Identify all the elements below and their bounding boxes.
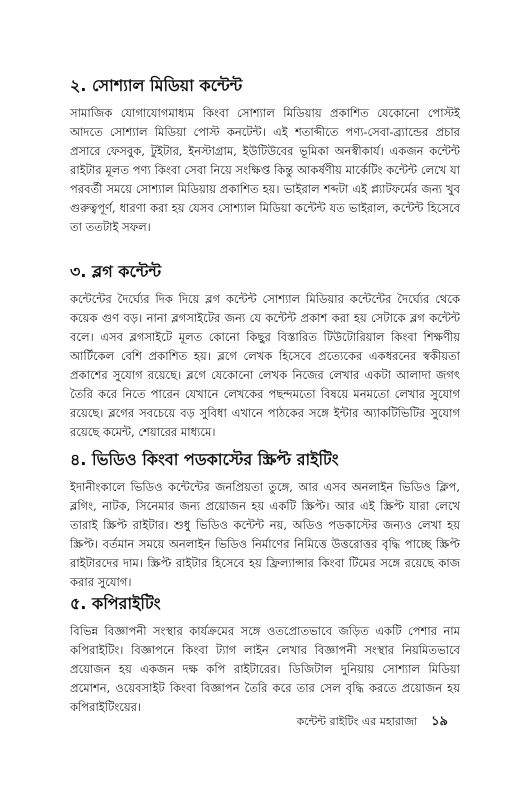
section-heading: ৫. কপিরাইটিং [70, 594, 161, 613]
page-number: ১৯ [431, 714, 448, 729]
section-script-writing [70, 450, 460, 592]
running-title: কন্টেন্ট রাইটিং এর মহারাজা [296, 715, 418, 728]
section-body: সামাজিক যোগাযোগমাধ্যম কিংবা সোশ্যাল মিডিয়ায় প্রকাশিত যেকোনো পোস্টই আদতে সোশ্যাল মিডিয়া পোস্ট কনটেন্ট। এই শতাব্দীতে পণ্য-সেবা-ব্র্যান্ডের প্রচার প্রসারে ফেসবুক, টুইটার, ইনস্টাগ্রাম, ইউটিউবের ভূমিকা অনস্বীকার্য। একজন কন্টেন্ট রাইটার মূলত পণ্য কিংবা সেবা নিয়ে সংক্ষিপ্ত কিন্তু আকর্ষণীয় মার্কেটিং কন্টেন্ট লেখে যা পরবর্তী সময়ে সোশ্যাল মিডিয়ায় প্রকাশিত হয়। ভাইরাল শব্দটা এই প্ল্যাটফর্মের জন্য খুব গুরুত্বপূর্ণ, ধারণা করা হয় যেসব সোশ্যাল মিডিয়া কন্টেন্ট যত ভাইরাল, কন্টেন্ট হিসেবে তা ততটাই সফল। [70, 106, 460, 234]
section-heading: ৪. ভিডিও কিংবা পডকাস্টের স্ক্রিপ্ট রাইটিং [70, 450, 339, 469]
section-heading: ৩. ব্লগ কন্টেন্ট [70, 262, 162, 281]
section-social-media-content [70, 76, 460, 237]
section-heading: ২. সোশ্যাল মিডিয়া কন্টেন্ট [70, 76, 243, 95]
section-body: ইদানীংকালে ভিডিও কন্টেন্টের জনপ্রিয়তা তুঙ্গে, আর এসব অনলাইন ভিডিও ক্লিপ, ব্লগিং, নাটক, সিনেমার জন্য প্রয়োজন হয় একটি স্ক্রিপ্ট। আর এই স্ক্রিপ্ট যারা লেখে তারাই স্ক্রিপ্ট রাইটার। শুধু ভিডিও কন্টেন্ট নয়, অডিও পডকাস্টের জন্যও লেখা হয় স্ক্রিপ্ট। বর্তমান সময়ে অনলাইন ভিডিও নির্মাণের নিমিত্তে উত্তরোত্তর বৃদ্ধি পাচ্ছে স্ক্রিপ্ট রাইটারদের দাম। স্ক্রিপ্ট রাইটার হিসেবে হয় ফ্রিল্যান্সার কিংবা টিমের সঙ্গে রয়েছে কাজ করার সুযোগ। [70, 480, 460, 589]
section-blog-content [70, 262, 460, 442]
page-footer [297, 712, 448, 733]
section-copywriting [70, 594, 460, 717]
section-body: বিভিন্ন বিজ্ঞাপনী সংস্থার কার্যক্রমের সঙ্গে ওতপ্রোতভাবে জড়িত একটি পেশার নাম কপিরাইটিং। বিজ্ঞাপনে কিংবা ট্যাগ লাইন লেখার বিজ্ঞাপনী সংস্থার নিয়মিতভাবে প্রয়োজন হয় একজন দক্ষ কপি রাইটারের। ডিজিটাল দুনিয়ায় সোশ্যাল মিডিয়া প্রমোশন, ওয়েবসাইট কিংবা বিজ্ঞাপন তৈরি করে তার সেল বৃদ্ধি করতে প্রয়োজন হয় কপিরাইটিংয়ের। [70, 624, 460, 714]
section-body: কন্টেন্টের দৈর্ঘ্যের দিক দিয়ে ব্লগ কন্টেন্ট সোশ্যাল মিডিয়ার কন্টেন্টের দৈর্ঘ্যের থেকে কয়েক গুণ বড়। নানা ব্লগসাইটের জন্য যে কন্টেন্ট প্রকাশ করা হয় সেটাকে ব্লগ কন্টেন্ট বলে। এসব ব্লগসাইটে মূলত কোনো কিছুর বিস্তারিত টিউটোরিয়াল কিংবা শিক্ষণীয় আর্টিকেল বেশি প্রকাশিত হয়। ব্লগে লেখক হিসেবে প্রত্যেকের একধরনের স্বকীয়তা প্রকাশের সুযোগ রয়েছে। ব্লগে যেকোনো লেখক নিজের লেখার একটা আলাদা জগৎ তৈরি করে নিতে পারেন যেখানে লেখকের পছন্দমতো বিষয়ে মনমতো লেখার সুযোগ রয়েছে। ব্লগের সবচেয়ে বড় সুবিধা এখানে পাঠকের সঙ্গে ইন্টার অ্যাকটিভিটির সুযোগ রয়েছে কমেন্ট, শেয়ারের মাধ্যমে। [70, 292, 460, 439]
